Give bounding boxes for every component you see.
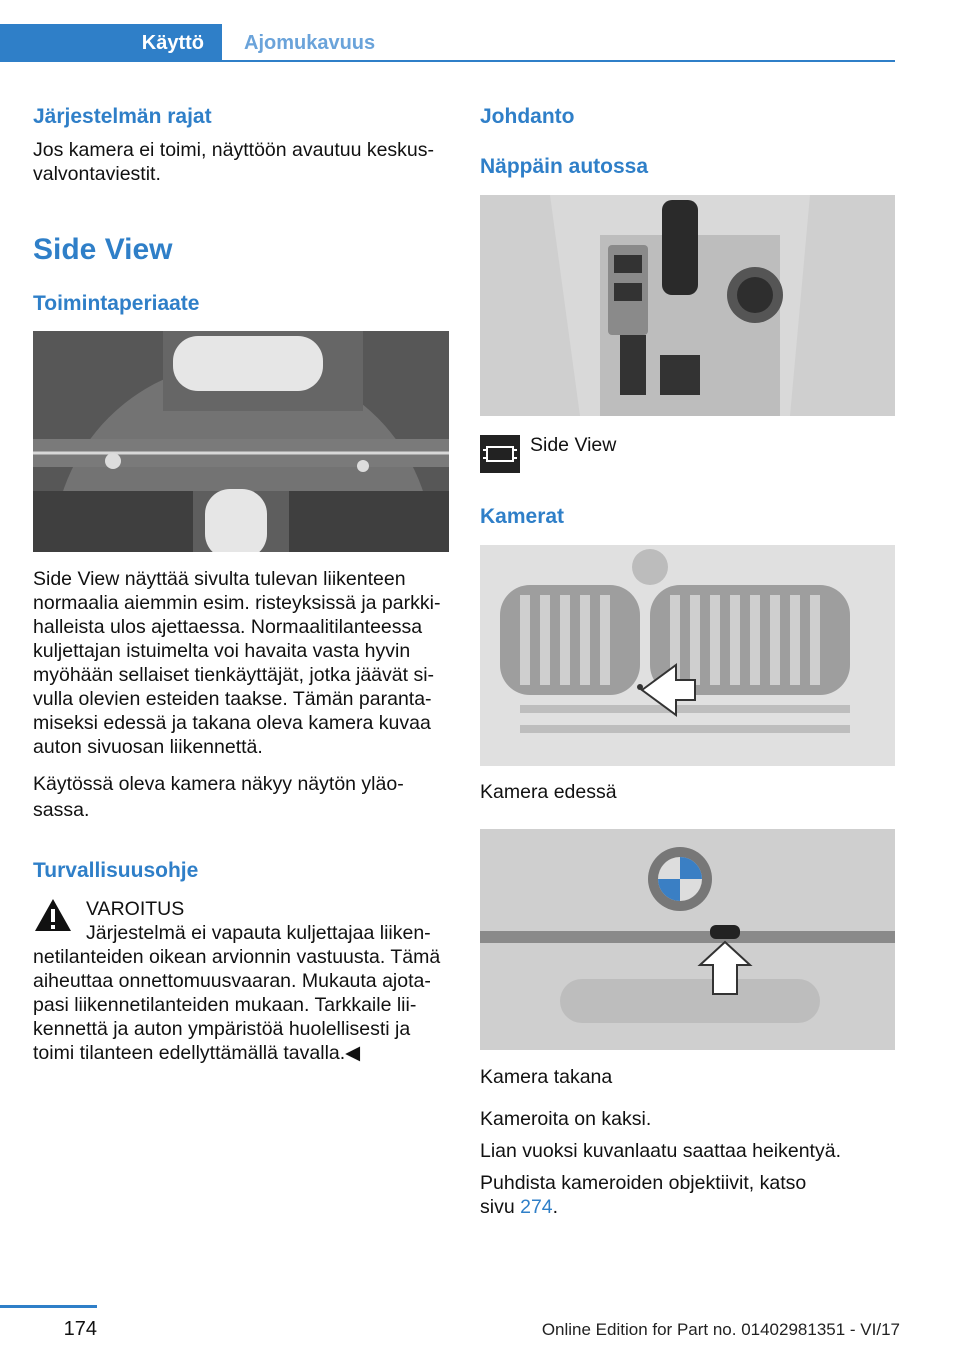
warning-body	[33, 945, 449, 1065]
button-label: Side View	[530, 434, 617, 456]
body-line: myöhään sellaiset tienkäyttäjät, jotka jäävät si-	[33, 664, 435, 686]
tab-ajomukavuus[interactable]: Ajomukavuus	[244, 31, 376, 54]
limits-heading: Järjestelmän rajat	[33, 105, 212, 128]
intro-heading: Johdanto	[480, 105, 575, 128]
cameras-text-line: Kameroita on kaksi.	[480, 1108, 652, 1130]
body-line: normaalia aiemmin esim. risteyksissä ja parkki-	[33, 592, 441, 614]
warning-line: kennettä ja auton ympäristöä huolellisesti ja	[33, 1018, 411, 1040]
limits-text-line: Jos kamera ei toimi, näyttöön avautuu keskus-	[33, 139, 435, 161]
body2-line: sassa.	[33, 799, 90, 821]
front-camera-photo	[480, 545, 895, 766]
body-line: vulla olevien esteiden taakse. Tämän paranta-	[33, 688, 432, 710]
body-line: Side View näyttää sivulta tulevan liikenteen	[33, 568, 406, 590]
tab-kaytto[interactable]: Käyttö	[0, 24, 222, 62]
cameras-text-line: Lian vuoksi kuvanlaatu saattaa heikentyä.	[480, 1140, 841, 1162]
cameras-text-line: Puhdista kameroiden objektiivit, katso	[480, 1172, 807, 1194]
front-camera-caption: Kamera edessä	[480, 781, 617, 803]
cameras-heading: Kamerat	[480, 505, 565, 528]
rear-camera-photo	[480, 829, 895, 1050]
header-tabs	[0, 24, 895, 62]
page-reference-prefix: sivu	[480, 1196, 521, 1218]
rear-camera-caption: Kamera takana	[480, 1066, 613, 1088]
body-line: auton sivuosan liikennettä.	[33, 736, 263, 758]
side-view-button-icon	[480, 435, 520, 473]
limits-text-line: valvontaviestit.	[33, 163, 161, 185]
body-line: miseksi edessä ja takana oleva kamera kuvaa	[33, 712, 431, 734]
body2-line: Käytössä oleva kamera näkyy näytön yläo-	[33, 773, 404, 795]
body-line: halleista ulos ajettaessa. Normaalitilanteessa	[33, 616, 423, 638]
center-console-photo	[480, 195, 895, 416]
warning-line: aiheuttaa onnettomuusvaaran. Mukauta ajota-	[33, 970, 431, 992]
page-link-274[interactable]: 274	[520, 1196, 553, 1218]
warning-label: VAROITUS	[86, 898, 185, 920]
warning-line: toimi tilanteen edellyttämällä tavalla.◀	[33, 1042, 361, 1064]
warning-line: netilanteiden oikean arvionnin vastuusta. Tämä	[33, 946, 441, 968]
edition-footer: Online Edition for Part no. 01402981351 - VI/17	[541, 1320, 900, 1339]
principle-body	[33, 567, 449, 759]
warning-line: Järjestelmä ei vapauta kuljettajaa liiken-	[86, 922, 431, 944]
button-heading: Näppäin autossa	[480, 155, 649, 178]
page-number: 174	[63, 1318, 97, 1340]
side-view-illustration	[33, 331, 449, 552]
body-line: kuljettajan istuimelta voi havaita vasta hyvin	[33, 640, 411, 662]
page-reference	[480, 1195, 558, 1219]
safety-heading: Turvallisuusohje	[33, 859, 199, 882]
warning-triangle-icon	[33, 897, 73, 933]
principle-heading: Toimintaperiaate	[33, 292, 200, 315]
page-title: Side View	[33, 233, 173, 266]
tab-underline	[222, 60, 895, 62]
footer-rule	[0, 1305, 97, 1308]
warning-line: pasi liikennetilanteiden mukaan. Tarkkaile lii-	[33, 994, 417, 1016]
page-reference-suffix: .	[552, 1196, 559, 1218]
